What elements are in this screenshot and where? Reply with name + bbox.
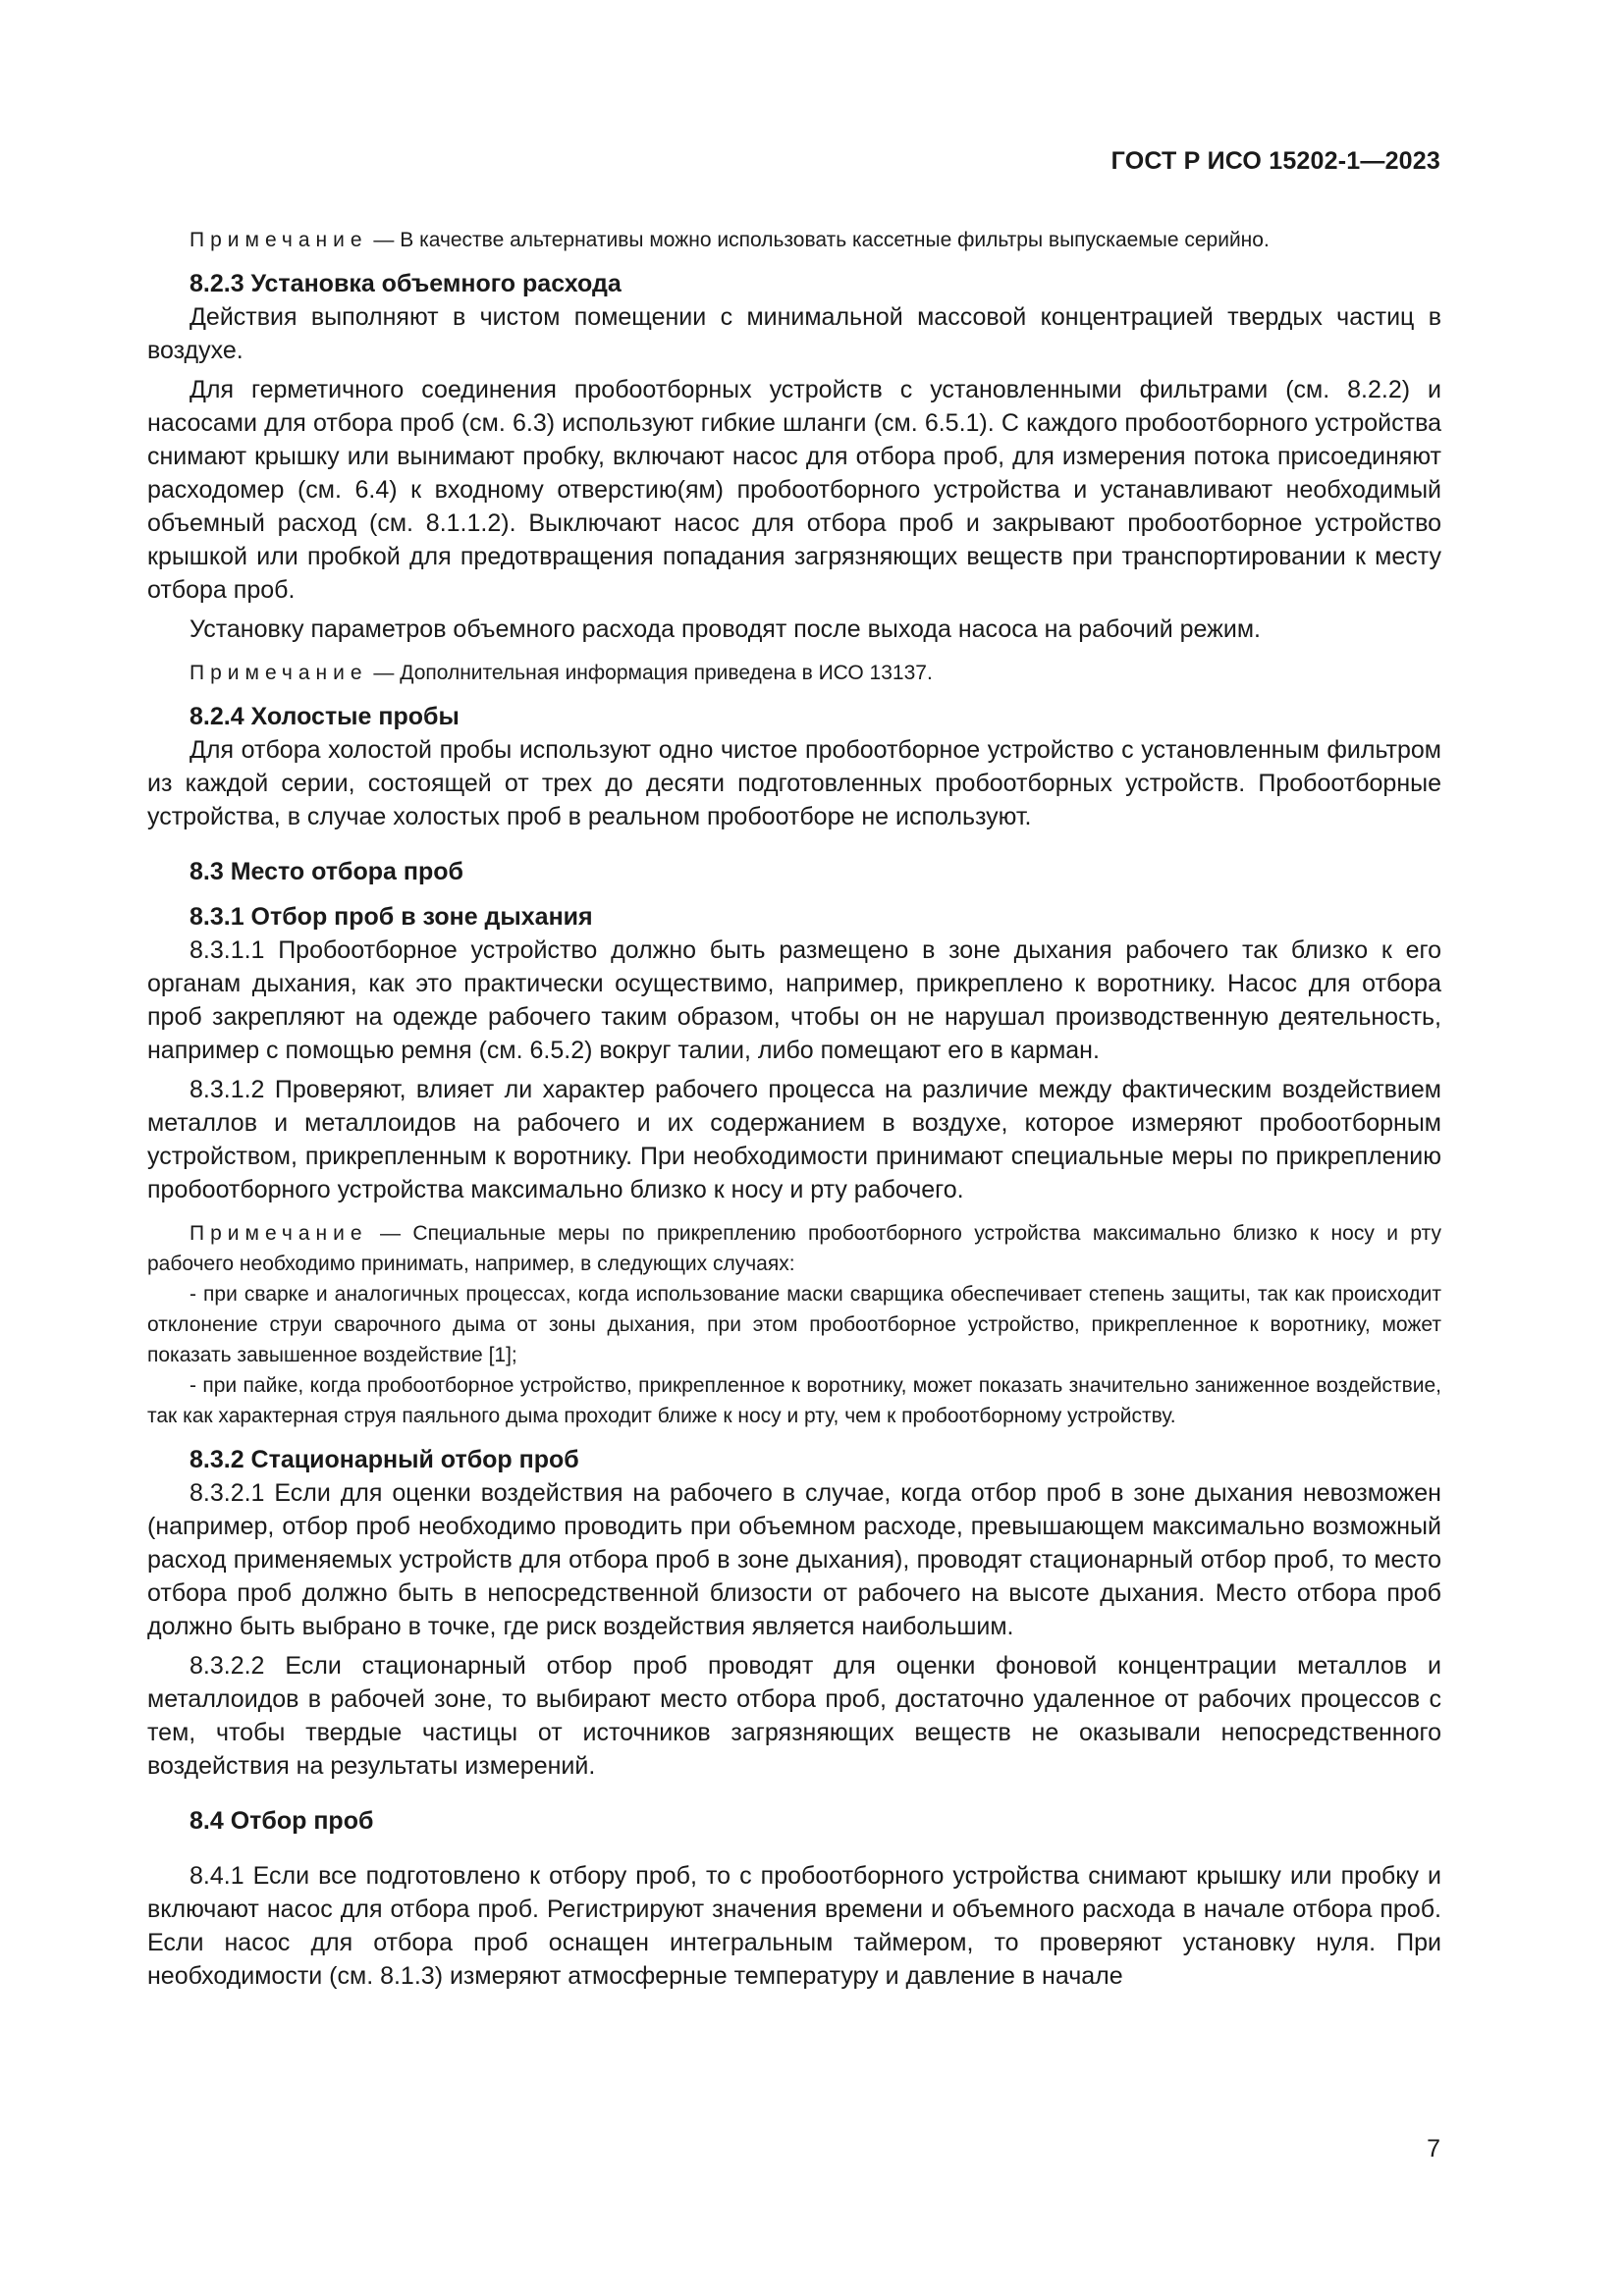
section-title-8-3-1: 8.3.1 Отбор проб в зоне дыхания — [189, 903, 593, 931]
note-label: Примечание — [189, 1222, 368, 1245]
section-title-8-4: 8.4 Отбор проб — [189, 1807, 374, 1835]
paragraph-8-3-1-2: 8.3.1.2 Проверяют, влияет ли характер рабочего процесса на различие между фактическим воздействием металлов и металлоидов на рабочего и их содержанием в воздухе, которое измеряют пробоотборным устройством, прикрепленным к воротнику. При необходимости принимают специальные меры по прикреплению пробоотборного устройства максимально близко к носу и рту рабочего. — [147, 1076, 1441, 1203]
note-text: — Дополнительная информация приведена в ИСО 13137. — [367, 662, 933, 684]
paragraph-8-3-2-1: 8.3.2.1 Если для оценки воздействия на рабочего в случае, когда отбор проб в зоне дыхания невозможен (например, отбор проб необходимо проводить при объемном расходе, превышающем максимально возможный расход применяемых устройств для отбора проб в зоне дыхания), проводят стационарный отбор проб, то место отбора проб должно быть в непосредственной близости от рабочего на высоте дыхания. Место отбора проб должно быть выбрано в точке, где риск воздействия является наибольшим. — [147, 1479, 1441, 1640]
section-title-8-2-4: 8.2.4 Холостые пробы — [189, 703, 460, 730]
note-text: — Специальные меры по прикреплению пробоотборного устройства максимально близко к носу и рту рабочего необходимо принимать, например, в следующих случаях: — [147, 1222, 1441, 1275]
paragraph-8-4-1: 8.4.1 Если все подготовлено к отбору проб, то с пробоотборного устройства снимают крышку или пробку и включают насос для отбора проб. Регистрируют значения времени и объемного расхода в начале отбора проб. Если насос для отбора проб оснащен интегральным таймером, то проверяют установку нуля. При необходимости (см. 8.1.3) измеряют атмосферные температуру и давление в начале — [147, 1862, 1441, 1990]
note-special-measures — [147, 1218, 1441, 1279]
paragraph-8-3-1-1: 8.3.1.1 Пробоотборное устройство должно быть размещено в зоне дыхания рабочего так близко к его органам дыхания, как это практически осуществимо, например, прикреплено к воротнику. Насос для отбора проб закрепляют на одежде рабочего таким образом, чтобы он не нарушал производственную деятельность, например с помощью ремня (см. 6.5.2) вокруг талии, либо помещают его в карман. — [147, 936, 1441, 1064]
list-item: - при сварке и аналогичных процессах, когда использование маски сварщика обеспечивает степень защиты, так как происходит отклонение струи сварочного дыма от зоны дыхания, при этом пробоотборное устройство, прикрепленное к воротнику, может показать завышенное воздействие [1]; — [147, 1283, 1441, 1366]
paragraph: Для отбора холостой пробы используют одно чистое пробоотборное устройство с установленным фильтром из каждой серии, состоящей от трех до десяти подготовленных пробоотборных устройств. Пробоотборные устройства, в случае холостых проб в реальном пробоотборе не используют. — [147, 736, 1441, 830]
note-iso-13137 — [147, 658, 1441, 688]
section-title-8-2-3: 8.2.3 Установка объемного расхода — [189, 270, 622, 297]
page-content — [147, 225, 1441, 1993]
note-text: — В качестве альтернативы можно использовать кассетные фильтры выпускаемые серийно. — [367, 229, 1270, 251]
document-header: ГОСТ Р ИСО 15202-1—2023 — [1110, 147, 1440, 175]
paragraph: Действия выполняют в чистом помещении с минимальной массовой концентрацией твердых частиц в воздухе. — [147, 303, 1441, 364]
list-item: - при пайке, когда пробоотборное устройство, прикрепленное к воротнику, может показать значительно заниженное воздействие, так как характерная струя паяльного дыма проходит ближе к носу и рту, чем к пробоотборному устройству. — [147, 1374, 1441, 1427]
paragraph: Установку параметров объемного расхода проводят после выхода насоса на рабочий режим. — [189, 615, 1261, 643]
note-label: Примечание — [189, 662, 368, 684]
page-number: 7 — [1427, 2135, 1440, 2163]
section-title-8-3: 8.3 Место отбора проб — [189, 858, 463, 885]
note-alternative-filters — [147, 225, 1441, 255]
section-title-8-3-2: 8.3.2 Стационарный отбор проб — [189, 1446, 579, 1473]
paragraph-8-3-2-2: 8.3.2.2 Если стационарный отбор проб проводят для оценки фоновой концентрации металлов и металлоидов в рабочей зоне, то выбирают место отбора проб, достаточно удаленное от рабочих процессов с тем, чтобы твердые частицы от источников загрязняющих веществ не оказывали непосредственного воздействия на результаты измерений. — [147, 1652, 1441, 1780]
note-label: Примечание — [189, 229, 368, 251]
paragraph: Для герметичного соединения пробоотборных устройств с установленными фильтрами (см. 8.2.2) и насосами для отбора проб (см. 6.3) используют гибкие шланги (см. 6.5.1). С каждого пробоотборного устройства снимают крышку или вынимают пробку, включают насос для отбора проб, для измерения потока присоединяют расходомер (см. 6.4) к входному отверстию(ям) пробоотборного устройства и устанавливают необходимый объемный расход (см. 8.1.1.2). Выключают насос для отбора проб и закрывают пробоотборное устройство крышкой или пробкой для предотвращения попадания загрязняющих веществ при транспортировании к месту отбора проб. — [147, 376, 1441, 604]
